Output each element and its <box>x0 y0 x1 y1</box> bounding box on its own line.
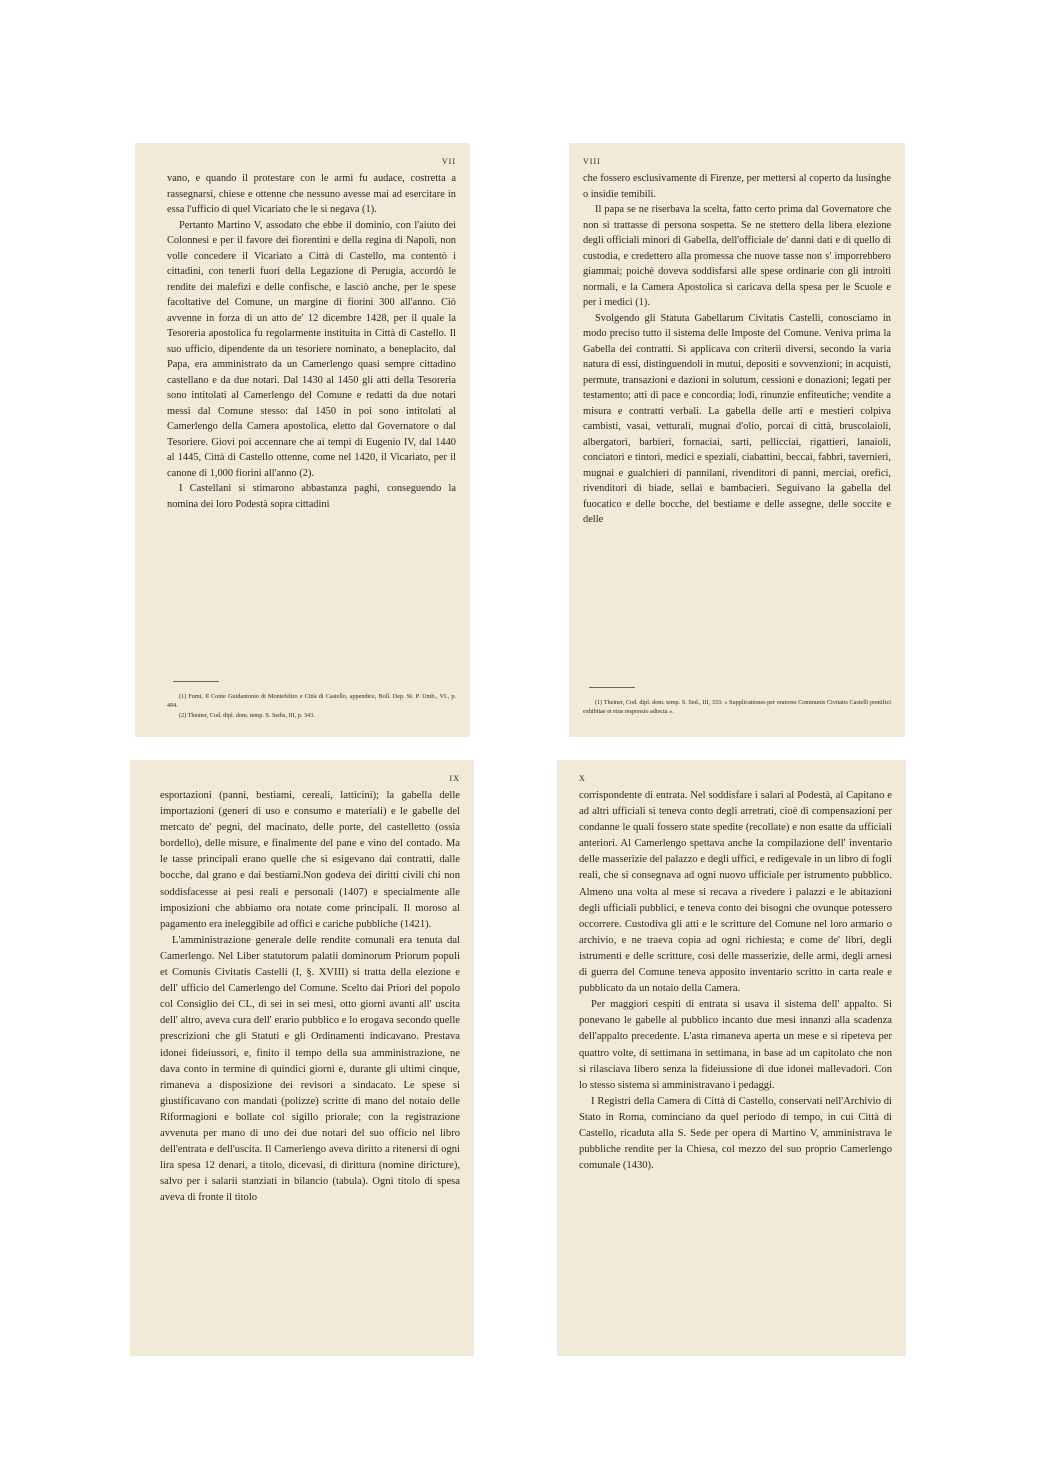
paragraph: Svolgendo gli Statuta Gabellarum Civitatis Castelli, conosciamo in modo preciso tutto il sistema delle Imposte del Comune. Veniva prima la Gabella dei contratti. Si applicava con criterii diversi, secondo la varia natura di essi, distinguendoli in mutui, depositi e sovvenzioni; in acquisti, permute, transazioni e dazioni in solutum, cessioni e donazioni; legati per testamento; atti di pace e concordia; lodi, rinunzie enfiteutiche; vendite a misura e contratti verbali. La gabella delle arti e mestieri colpiva cambisti, vasai, vetturali, mugnai d'olio, porcai di città, bruscolaioli, albergatori, barbieri, fornaciai, sarti, pellicciai, rigattieri, lanaioli, conciatori e tintori, medici e speziali, ciabattini, beccai, fabbri, tavernieri, mugnai e gualchieri di pannilani, rivenditori di panni, merciai, orefici, rivenditori di biade, sellai e bambacieri. Seguivano la gabella del fuocatico e delle bocche, del bestiame e delle assegne, delle soccite e delle <box>583 312 891 525</box>
paragraph: I Registri della Camera di Città di Castello, conservati nell'Archivio di Stato in Roma, cominciano da quel periodo di tempo, in cui Città di Castello, ricaduta alla S. Sede per opera di Martino V, amministrava le pubbliche rendite per la Chiesa, col mezzo del suo proprio Camerlengo comunale (1430). <box>579 1095 892 1172</box>
page-number: VII <box>441 157 456 166</box>
paragraph: corrispondente di entrata. Nel soddisfare i salari al Podestà, al Capitano e ad altri ufficiali si teneva conto degli arretrati, cioè di compensazioni per condanne le quali fossero state spedite (recollate) e non esatte da ufficiali anteriori. Al Camerlengo spettava anche la compilazione dell' inventario delle masserizie del palazzo e degli uffici, e redigevale in un libro di fogli reali, che si consegnava ad ogni nuovo ufficiale per istrumento pubblico. Almeno una volta al mese si recava a rivedere i palazzi e le abitazioni degli ufficiali pubblici, e teneva conto dei bisogni che ovunque potessero occorrere. Custodiva gli atti e le scritture del Comune nel loro armario o archivio, e ne traeva copia ad ogni richiesta; e come de' libri, degli istrumenti e delle scritture, così delle masserizie, delle armi, degli arnesi di guerra del Comune teneva apposito inventario scritto in carta reale e pubblicato da un notaio della Camera. <box>579 790 892 995</box>
paragraph: I Castellani si stimarono abbastanza paghi, conseguendo la nomina dei loro Podestà sopra cittadini <box>167 483 456 510</box>
footnote: (2) Theiner, Cod. dipl. dom. temp. S. Sedis, III, p. 343. <box>179 712 315 719</box>
book-page-ix <box>130 760 474 1356</box>
paragraph: vano, e quando il protestare con le armi fu audace, costretta a rassegnarsi, chiese e ottenne che nessuno avesse mai ad esercitare in essa l'ufficio di quel Vicariato che le si negava (1). <box>167 173 456 215</box>
paragraph: esportazioni (panni, bestiami, cereali, latticini); la gabella delle importazioni (generi di uso e consumo e materiali) e le gabelle del mercato de' pegni, del macinato, delle porte, del castelletto (ossia bordello), delle misure, e finalmente del pane e vino del contado. Ma le tasse principali erano quelle che si esigevano dai contratti, dalle bocche, dal grano e dai bestiami.Non godeva dei diritti civili chi non soddisfacesse ai pesi reali e personali (1407) e specialmente alle imposizioni che abbiamo ora notate come principali. Il moroso al pagamento era ineleggibile ad offici e cariche pubbliche (1421). <box>160 790 460 930</box>
paragraph: Il papa se ne riserbava la scelta, fatto certo prima dal Governatore che non si trattasse di persona sospetta. Se ne stettero della libera elezione degli officiali minori di Gabella, dell'officiale de' danni dati e di quello di custodia, e credettero alla promessa che nuove tasse non s' imporrebbero giammai; poichè doveva soddisfarsi alle spese ordinarie con gli introiti normali, e la Camera Apostolica si caricava della spesa per le Scuole e per i medici (1). <box>583 204 891 308</box>
page-body <box>579 788 892 1174</box>
footnote-rule <box>173 681 219 682</box>
page-number: VIII <box>583 157 601 166</box>
book-page-x <box>557 760 906 1356</box>
page-body <box>167 171 456 512</box>
paragraph: Pertanto Martino V, assodato che ebbe il dominio, con l'aiuto dei Colonnesi e per il favore dei fiorentini e della regina di Napoli, non volle concedere il Vicariato a Città di Castello, ma contentò i cittadini, con tenerli fuori della Legazione di Perugia, accordò le rendite dei malefizi e delle confische, e lasciò anche, per le spese facoltative del Comune, un margine di fiorini 300 all'anno. Ciò avvenne in forza di un atto de' 12 dicembre 1428, per il quale la Tesoreria apostolica fu regolarmente instituita in Città di Castello. Il suo ufficio, dipendente da un tesoriere nominato, a beneplacito, dal Papa, era amministrato da un Camerlengo quasi sempre cittadino castellano e da due notari. Dal 1430 al 1450 gli atti della Tesoreria sono intitolati al Camerlengo del Comune e redatti da due notari messi dal Comune stesso: dal 1450 in poi sono intitolati al Camerlengo della Camera apostolica, eletto dal Governatore o dal Tesoriere. Giovi poi accennare che ai tempi di Eugenio IV, dal 1440 al 1445, Città di Castello ottenne, come nel 1420, il Vicariato, per il canone di 1,000 fiorini all'anno (2). <box>167 219 456 479</box>
footnote: (1) Theiner, Cod. dipl. dom. temp. S. Sed., III, 333: « Supplicationes per oratores Communis Civitatis Castelli pontifici exhibitae et eius responsio adiecta ». <box>583 699 891 715</box>
page-number: X <box>579 774 586 783</box>
paragraph: L'amministrazione generale delle rendite comunali era tenuta dal Camerlengo. Nel Liber statutorum palatii dominorum Priorum populi et Comunis Civitatis Castelli (I, §. XVIII) si tratta della elezione e dell' ufficio del Camerlengo del Comune. Scelto dai Priori del popolo col Consiglio dei CL, di sei in sei mesi, otto giorni avanti all' uscita dell' altro, aveva cura dell' erario pubblico e lo erogava secondo quelle prescrizioni che gli Statuti e gli Ordinamenti indicavano. Prestava idonei fideiussori, e, finito il tempo della sua amministrazione, ne dava conto in termine di quindici giorni e, durante gli ultimi cinque, rimaneva a disposizione dei revisori a sindacato. Le spese si giustificavano con mandati (polizze) scritte di mano del notaio delle Riformagioni e bollate col sigillo priorale; con la registrazione avvenuta per mano di uno dei due notari del suo officio nel libro dell'entrata e dell'uscita. Il Camerlengo aveva diritto a ritenersi di ogni lira spesa 12 denari, a titolo, dicevasi, di dirittura (nomine diricture), salvo per i salarii stanziati in bilancio (tabula). Ogni titolo di spesa aveva di fronte il titolo <box>160 934 460 1204</box>
page-body <box>583 171 891 528</box>
footnote: (1) Fumi, Il Conte Guidantonio di Montefeltro e Città di Castello, appendice, Boll. Dep. St. P. Umb., VI., p. 494. <box>167 693 456 709</box>
page-number: IX <box>449 774 460 783</box>
book-page-vii <box>135 143 470 737</box>
book-page-viii <box>569 143 905 737</box>
page-body <box>160 788 460 1206</box>
footnotes <box>583 669 891 717</box>
paragraph: Per maggiori cespiti di entrata si usava il sistema dell' appalto. Si ponevano le gabelle al pubblico incanto due mesi innanzi alla scadenza dell'appalto precedente. L'asta rimaneva aperta un mese e si ripeteva per quattro volte, di settimana in settimana, in base ad un capitolato che non si rilasciava libero senza la fideiussione di due idonei mallevadori. Con lo stesso sistema si amministravano i pedaggi. <box>579 999 892 1091</box>
footnote-rule <box>589 687 635 688</box>
paragraph: che fossero esclusivamente di Firenze, per mettersi al coperto da lusinghe o insidie temibili. <box>583 173 891 200</box>
footnotes <box>167 663 456 721</box>
